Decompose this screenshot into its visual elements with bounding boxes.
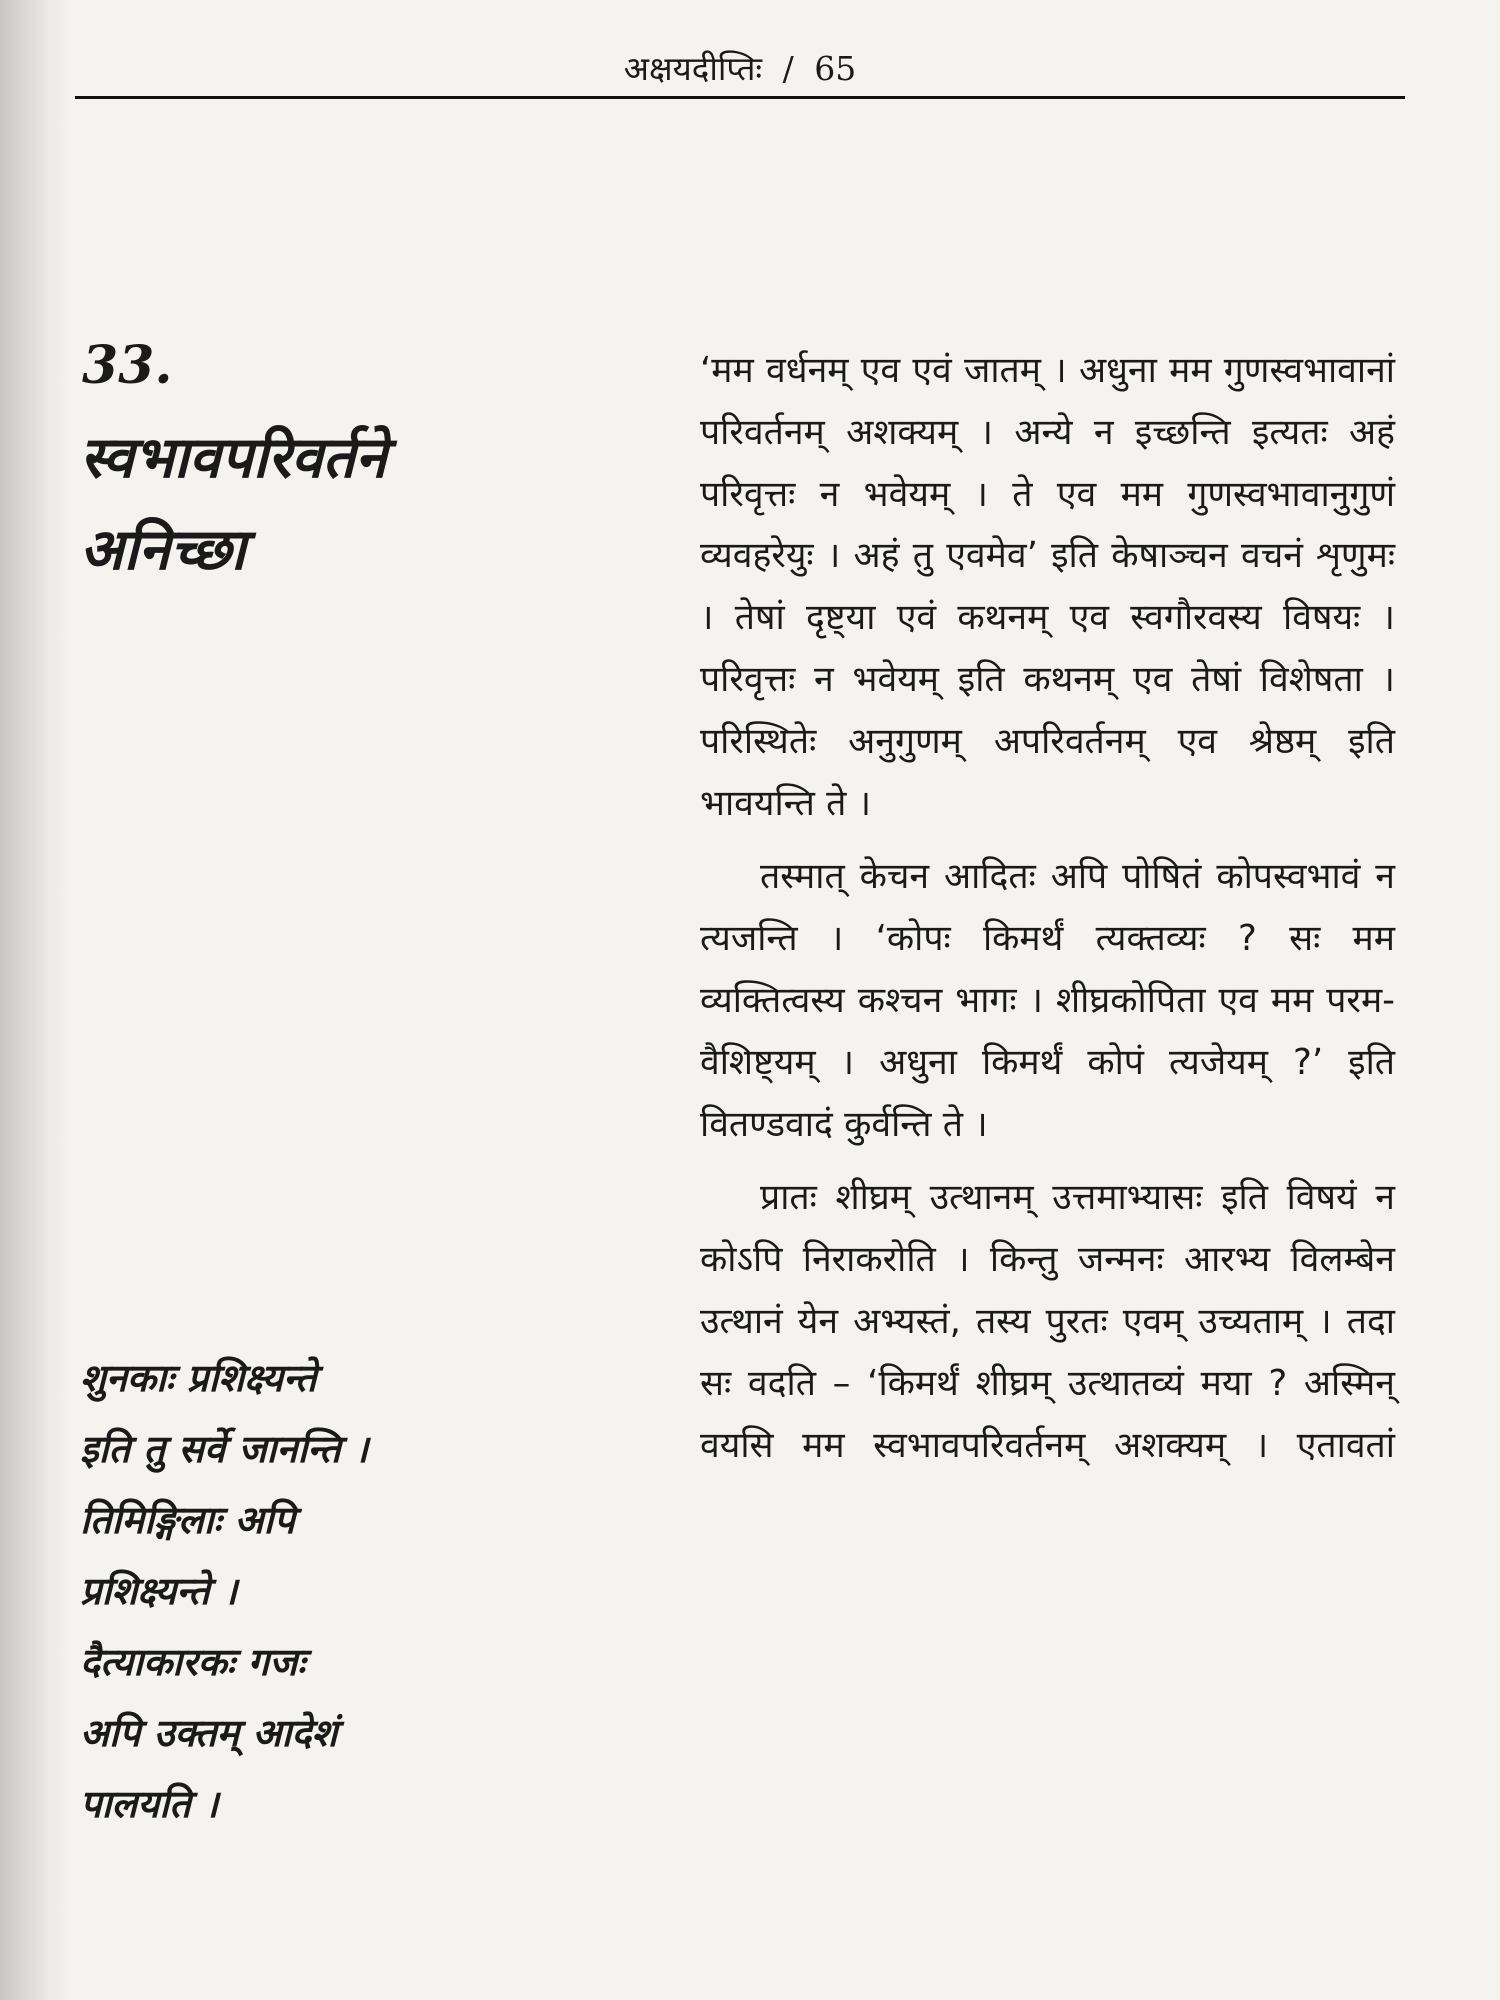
header-rule <box>75 96 1405 99</box>
sidebar-note-line: इति तु सर्वे जानन्ति । <box>80 1427 369 1471</box>
paragraph: ‘मम वर्धनम् एव एवं जातम् । अधुना मम गुणस्वभावानां परिवर्तनम् अशक्यम् । अन्ये न इच्छन्ति इत्यतः अहं परिवृत्तः न भवेयम् । ते एव मम गुणस्वभावानुगुणं व्यवहरेयुः । अहं तु एवमेव’ इति केषाञ्चन वचनं शृणुमः । तेषां दृष्ट्या एवं कथनम् एव स्वगौरवस्य विषयः । परिवृत्तः न भवेयम् इति कथनम् एव तेषां विशेषता । परिस्थितेः अनुगुणम् अपरिवर्तनम् एव श्रेष्ठम् इति भावयन्ति ते । <box>700 350 1395 824</box>
chapter-title-line: स्वभावपरिवर्तने <box>80 425 387 491</box>
sidebar-note-line: अपि उक्तम् आदेशं <box>80 1711 338 1755</box>
main-text <box>700 340 1395 1488</box>
sidebar-note-line: पालयति । <box>80 1782 219 1826</box>
chapter-title-line: अनिच्छा <box>80 517 246 583</box>
running-title: अक्षयदीप्तिः <box>623 49 763 88</box>
paragraph: प्रातः शीघ्रम् उत्थानम् उत्तमाभ्यासः इति विषयं न कोऽपि निराकरोति । किन्तु जन्मनः आरभ्य विलम्बेन उत्थानं येन अभ्यस्तं, तस्य पुरतः एवम् उच्यताम् । तदा सः वदति – ‘किमर्थं शीघ्रम् उत्थातव्यं मया ? अस्मिन् वयसि मम स्वभावपरिवर्तनम् अशक्यम् । एतावतां <box>700 1177 1395 1466</box>
chapter-title <box>80 412 620 596</box>
page-number: 65 <box>814 49 857 88</box>
page-edge-shadow <box>0 0 70 2000</box>
sidebar-note-line: प्रशिक्ष्यन्ते । <box>80 1569 238 1613</box>
running-header <box>80 44 1400 94</box>
sidebar-note <box>80 1343 620 1840</box>
header-separator: / <box>782 49 794 88</box>
sidebar-note-line: शुनकाः प्रशिक्ष्यन्ते <box>80 1356 317 1400</box>
chapter-number: 33. <box>82 335 173 396</box>
sidebar-note-line: दैत्याकारकः गजः <box>80 1640 306 1684</box>
sidebar-note-line: तिमिङ्गिलाः अपि <box>80 1498 295 1542</box>
paragraph: तस्मात् केचन आदितः अपि पोषितं कोपस्वभावं न त्यजन्ति । ‘कोपः किमर्थं त्यक्तव्यः ? सः मम व्यक्तित्वस्य कश्चन भागः । शीघ्रकोपिता एव मम परम-वैशिष्ट्यम् । अधुना किमर्थं कोपं त्यजेयम् ?’ इति वितण्डवादं कुर्वन्ति ते । <box>700 856 1395 1145</box>
